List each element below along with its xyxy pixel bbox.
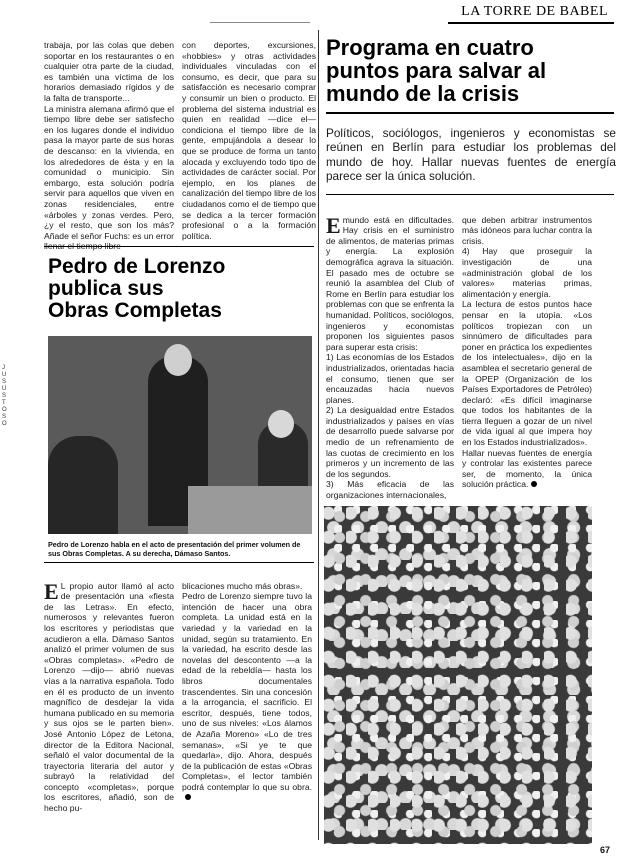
seated-head: [268, 410, 294, 438]
right-column-1: [326, 204, 454, 504]
right-column-2-text: que deben arbitrar instrumentos más idóneos para luchar contra la crisis. 4) Hay que proseguir la investigación de una «administración global de los valores» materias primas, alimentación y energía. La lectura de estos puntos hace pensar en la utopía. «Los políticos tropiezan con un sinnúmero de dificultades para poner en práctica los expedientes de los intelectuales», dijo en la asamblea el secretario general de la OPEP (Organización de los Países Exportadores de Petróleo) declaró: «Es difícil imaginarse que todos los habitantes de la tierra lleguen a gozar de un nivel de vida igual al que impera hoy en los Estados industrializados». Hallar nuevas fuentes de energía y controlar las existentes parece ser, de momento, la única solución práctica.: [462, 214, 592, 490]
dropcap-e-lorenzo: E: [44, 578, 59, 604]
page-number: 67: [599, 845, 610, 855]
column-divider: [318, 30, 319, 840]
speaker-head: [164, 344, 192, 376]
left-top-column: trabaja, por las colas que deben soportar en los restaurantes o en cualquier otra parte de la ciudad, es también una víctima de los horarios demasiado rígidos y de la falta de transporte... La ministra alemana afirmó que el tiempo libre debe ser satisfecho en los lugares donde el individuo pasa la mayor parte de sus horas de descanso: en la vivienda, en los alrededores de ésta y en la comunidad o municipio. Sin embargo, esta solución podría servir para aquellos que viven en zonas residenciales, entre «árboles y zonas verdes. Pero, ¿y el resto, que son los más? Añade el señor Fuchs: es un error: [44, 40, 174, 241]
right-column-2: [462, 204, 592, 494]
side-label: J U S U S T O S O: [2, 365, 7, 427]
headline-rule: [326, 112, 614, 114]
crowd-photo: [324, 506, 592, 844]
header-rule: [448, 22, 614, 24]
end-mark: [531, 481, 537, 487]
headline-pedro-de-lorenzo: Pedro de Lorenzo publica sus Obras Completas: [48, 255, 226, 322]
header-rule-thin: [210, 22, 310, 23]
section-title: LA TORRE DE BABEL: [461, 4, 608, 19]
left-bottom-column-2: [182, 570, 312, 820]
event-photo: [48, 336, 312, 534]
subhead-programa: Políticos, sociólogos, ingenieros y economistas se reúnen en Berlín para estudiar los problemas del mundo de hoy. Hallar nuevas fuentes de energía parece ser la única solución.: [326, 126, 616, 184]
headline-programa: Programa en cuatro puntos para salvar al mundo de la crisis: [326, 35, 547, 106]
right-column-1-text: mundo está en dificultades. Hay crisis en el suministro de alimentos, de materias primas y energía. La explosión demográfica agrava la situación. El pasado mes de octubre se reunió la asamblea del Club of Rome en Berlín para estudiar los problemas con que se enfrenta la humanidad. Políticos, sociólogos, ingenieros y economistas proponen los siguientes pasos para superar esta crisis: 1) Las economías de los Estados industrializados, orientadas hacia el consumo, tienen que ser encauzadas hacia nuevos planes. 2) La desigualdad entre Estados industrializados y países en vías de desarrollo puede salvarse por medio de un refrenamiento de las cuotas de crecimiento en los primeros y un incremento de las de los segundos. 3) Más eficacia de las organizaciones internacionales,: [326, 214, 454, 501]
left-bottom-column-2-text: blicaciones mucho más obras». Pedro de Lorenzo siempre tuvo la intención de hacer una obra completa. La unidad está en la variedad y la variedad en la unidad, según su tratamiento. En la variedad, ha escrito desde las novelas del descontento —a la edad de la rebeldía— hasta los libros documentales trascendentes. Sin una concesión a la arrogancia, el sacrificio. El escritor, después, tiene todos, uno de sus niveles: «Los álamos de Azaña Moreno» «Lo de tres semanas», «Si ye te que quedarla», dijo. Ahora, después de la publicación de estas «Obras Completas», el lector también podrá contemplar lo que su obra.: [182, 580, 312, 792]
left-bottom-column-1: [44, 570, 174, 840]
photo-caption: Pedro de Lorenzo habla en el acto de presentación del primer volumen de sus Obras Completas. A su derecha, Dámaso Santos.: [48, 540, 301, 558]
mid-top-column: con deportes, excursiones, «hobbies» y otras actividades individuales vinculadas con el consumo, es decir, que para su satisfacción es necesario comprar y consumir un bien o producto. El problema del sistema industrial es quien en realidad —dice el— condiciona el tiempo libre de la gente, empujándola a desear lo que se produce de forma un tanto alocada y excluyendo todo tipo de actividades de carácter social. Por ejemplo, en los planes de canalización del tiempo libre de los ciudadanos como el de tiempo que se dedica a la tercer formación profesional o a la formación política.: [182, 40, 316, 241]
caption-rule: [44, 562, 314, 563]
foreground-figure: [48, 436, 118, 534]
table-surface: [188, 486, 312, 534]
end-mark-lorenzo: [185, 794, 191, 800]
subhead-rule: [326, 194, 614, 195]
left-bottom-column-1-text: L propio autor llamó al acto de presentación una «fiesta de las Letras». En efecto, numerosos y relevantes fueron los escritores y periodistas que acudieron a ella. Dámaso Santos analizó el primer volumen de sus «Obras completas». «Pedro de Lorenzo —dijo— abrió nuevas vías a la narrativa española. Todo en él es producto de un invento magnífico de desdejar la vida humana publicado en su memoria y sus ojos se le parten bien». José Antonio López de Letona, director de la Editora Nacional, señaló el valor documental de la trayectoria literaria del autor y subrayó la relatividad del concepto «completas», porque los escritores, añadió, son de hecho pu-: [44, 580, 174, 814]
left-headline-top-rule: [44, 246, 314, 247]
dropcap-e: E: [326, 212, 341, 238]
